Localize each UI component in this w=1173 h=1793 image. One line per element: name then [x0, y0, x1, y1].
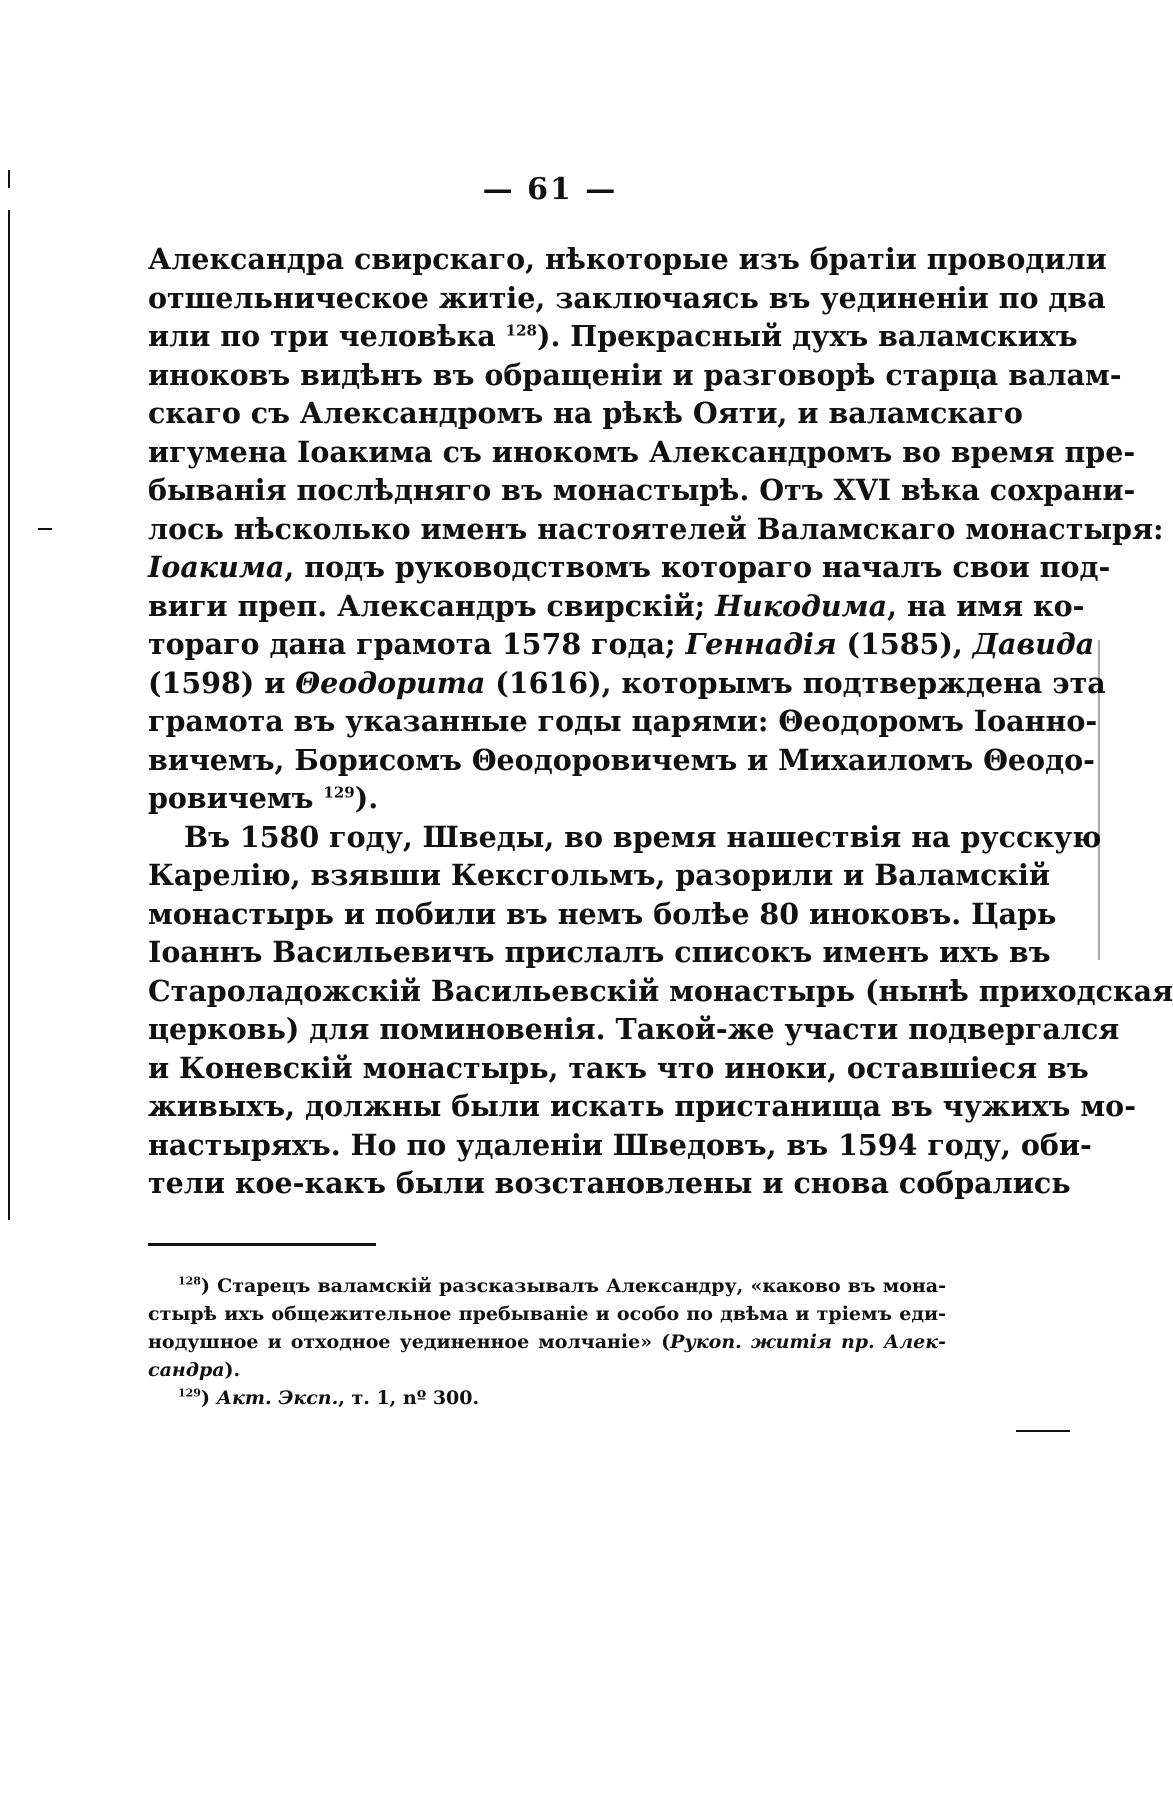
text-run: нодушное и отходное уединенное молчаніе» ( [148, 1331, 671, 1353]
text-run: тораго дана грамота 1578 года; [148, 627, 686, 661]
italic-name: Рукоп. житія пр. Алек- [670, 1331, 946, 1353]
main-text-line [148, 856, 1050, 895]
footnote-ref: 129 [178, 1386, 201, 1400]
text-run: отшельническое житіе, заключаясь въ уединеніи по два [148, 280, 1106, 315]
main-text-line [148, 664, 1106, 703]
main-text-line [148, 394, 1023, 433]
text-run: (1598) и [148, 665, 296, 700]
text-run: Карелію, взявши Кексгольмъ, разорили и Валамскій [148, 858, 1050, 892]
text-run: лось нѣсколько именъ настоятелей Валамскаго монастыря: [148, 511, 1164, 546]
italic-name: Акт. Эксп. [216, 1387, 339, 1409]
text-run: настыряхъ. Но по удаленіи Шведовъ, въ 1594 году, оби- [148, 1127, 1092, 1162]
text-run: вичемъ, Борисомъ Θеодоровичемъ и Михаиломъ Θеодо- [148, 742, 1095, 777]
text-run: ). [354, 781, 379, 815]
scan-edge-mark [38, 528, 52, 530]
text-run: , подъ руководствомъ котораго началъ свои под- [284, 550, 1111, 584]
text-run: скаго съ Александромъ на рѣкѣ Ояти, и валамскаго [148, 396, 1023, 430]
text-run: ) Старецъ валамскій разсказывалъ Александру, «каково въ мона- [200, 1275, 946, 1297]
main-text-line [148, 317, 1078, 356]
main-text-line [148, 895, 1057, 934]
italic-name: Давида [972, 627, 1095, 661]
footnote-line [148, 1356, 946, 1384]
text-run: ). Прекрасный духъ валамскихъ [536, 319, 1078, 353]
main-text-line [148, 356, 1122, 395]
text-run: виги преп. Александръ свирскій; [148, 588, 716, 623]
text-run: иноковъ видѣнъ въ обращеніи и разговорѣ старца валам- [148, 357, 1122, 392]
main-text [148, 240, 1173, 1203]
main-text-line [148, 433, 1136, 472]
page-number: — 61 — [482, 172, 618, 207]
main-text-line [148, 587, 1085, 626]
main-text-line [148, 471, 1136, 510]
text-run: , на имя ко- [887, 588, 1085, 623]
italic-name: Геннадія [685, 627, 837, 661]
footnote-line [148, 1384, 946, 1412]
text-run: грамота въ указанные годы царями: Θеодоромъ Іоанно- [148, 704, 1098, 738]
main-text-line [148, 933, 1051, 972]
main-text-line [148, 279, 1106, 318]
footnote-line [148, 1328, 946, 1356]
footnote-line [148, 1300, 946, 1328]
text-run: ). [224, 1359, 241, 1381]
text-run: (1585), [836, 627, 973, 661]
main-text-line [148, 1126, 1092, 1165]
italic-name: сандра [148, 1359, 225, 1381]
text-run: монастырь и побили въ немъ болѣе 80 иноковъ. Царь [148, 896, 1057, 931]
text-run: ровичемъ [148, 781, 324, 815]
italic-name: Никодима [715, 588, 888, 623]
text-run: (1616), которымъ подтверждена эта [485, 665, 1106, 700]
text-run: тели кое-какъ были возстановлены и снова собрались [148, 1166, 1071, 1200]
italic-name: Іоакима [148, 550, 285, 584]
main-text-line [148, 240, 1107, 279]
main-text-line [148, 548, 1111, 587]
italic-name: Θеодорита [295, 665, 486, 700]
scan-edge-mark [1016, 1430, 1070, 1432]
main-text-line [148, 1164, 1071, 1203]
footnote-line [148, 1272, 946, 1300]
footnote-ref: 129 [323, 783, 355, 802]
text-run: и Коневскій монастырь, такъ что иноки, оставшіеся въ [148, 1050, 1089, 1085]
text-run: церковь) для поминовенія. Такой-же участи подвергался [148, 1012, 1120, 1046]
text-run: быванія послѣдняго въ монастырѣ. Отъ XVI вѣка сохрани- [148, 473, 1136, 507]
text-run: Въ 1580 году, Шведы, во время нашествія на русскую [184, 819, 1102, 854]
main-text-line [148, 1087, 1137, 1126]
footnotes [148, 1272, 946, 1412]
footnote-rule [148, 1243, 376, 1246]
footnote-ref: 128 [505, 321, 537, 340]
main-text-line [148, 702, 1098, 741]
scan-edge-mark [8, 210, 10, 1220]
text-run: Іоаннъ Васильевичъ прислалъ списокъ именъ ихъ въ [148, 935, 1051, 969]
main-text-line [148, 1049, 1089, 1088]
main-text-line [148, 818, 1102, 857]
main-text-line [148, 625, 1095, 664]
footnote-ref: 128 [178, 1274, 201, 1288]
main-text-line [148, 779, 946, 818]
main-text-line [148, 741, 1095, 780]
text-run: ) [200, 1387, 217, 1409]
text-run: живыхъ, должны были искать пристанища въ чужихъ мо- [148, 1089, 1137, 1123]
text-run: , т. 1, nº 300. [338, 1387, 480, 1409]
main-text-line [148, 1010, 1120, 1049]
main-text-line [148, 510, 1164, 549]
text-run: Староладожскій Васильевскій монастырь (нынѣ приходская [148, 973, 1173, 1008]
text-run: стырѣ ихъ общежительное пребываніе и особо по двѣма и тріемъ еди- [148, 1303, 946, 1325]
text-run: игумена Іоакима съ инокомъ Александромъ во время пре- [148, 434, 1136, 469]
text-run: или по три человѣка [148, 319, 506, 353]
text-run: Александра свирскаго, нѣкоторые изъ братіи проводили [148, 242, 1107, 276]
main-text-line [148, 972, 1173, 1011]
